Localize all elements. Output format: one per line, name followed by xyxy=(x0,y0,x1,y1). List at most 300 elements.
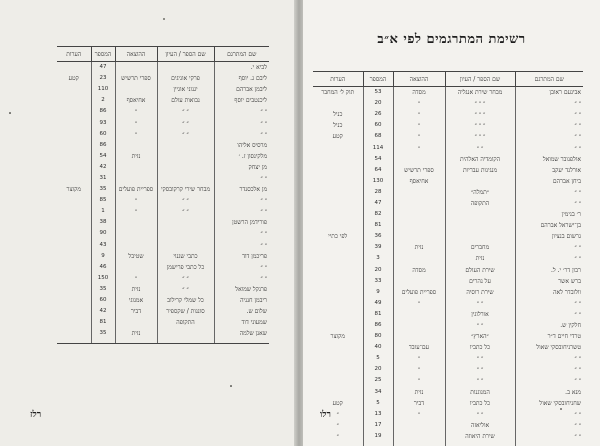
header-number: המספר xyxy=(363,72,393,87)
cell-notes xyxy=(57,117,91,128)
cell-notes xyxy=(57,173,91,184)
table-row xyxy=(57,217,269,228)
rule-cell xyxy=(157,339,214,344)
cell-name: פורידמן הרשטן xyxy=(214,217,269,228)
cell-publisher xyxy=(115,140,157,151)
table-row xyxy=(57,106,269,117)
cell-publisher: נזית xyxy=(115,328,157,339)
cell-notes xyxy=(313,387,363,398)
cell-number: 68 xyxy=(363,131,393,142)
cell-name: מנא ב. xyxy=(515,387,583,398)
cell-name: ״ ״ xyxy=(214,228,269,239)
cell-number: 3 xyxy=(363,253,393,264)
table-row xyxy=(313,420,583,431)
cell-publisher: ״ xyxy=(115,106,157,117)
cell-book: נזית xyxy=(445,253,515,264)
cell-publisher xyxy=(393,309,445,320)
cell-number: 2 xyxy=(91,95,115,106)
cell-publisher xyxy=(115,84,157,95)
cell-name: ריבמן חנניה xyxy=(214,295,269,306)
header-publisher: ההוצאה xyxy=(115,47,157,62)
scan-speck xyxy=(230,385,232,387)
cell-number: 64 xyxy=(363,165,393,176)
cell-notes xyxy=(313,242,363,253)
table-row xyxy=(57,273,269,284)
cell-notes: קטע xyxy=(68,75,79,83)
cell-name: שמעוני דוד xyxy=(214,317,269,328)
cell-notes: תוק ל׳ המחבר xyxy=(321,89,355,97)
cell-notes: קטע xyxy=(332,133,343,141)
cell-book: ״ ״ xyxy=(445,298,515,309)
table-row xyxy=(57,73,269,84)
header-notes: הערות xyxy=(57,47,91,62)
table-row xyxy=(313,109,583,120)
cell-book: מבחר שירת אנגליה xyxy=(445,87,515,99)
cell-notes xyxy=(313,375,363,386)
rule-cell xyxy=(445,442,515,446)
cell-name: פרנקל שמואל xyxy=(214,284,269,295)
cell-publisher: ״ xyxy=(115,195,157,206)
cell-publisher: ״ xyxy=(393,353,445,364)
cell-number: 5 xyxy=(363,353,393,364)
cell-notes xyxy=(313,198,363,209)
cell-name: ״ ״ xyxy=(214,262,269,273)
table-row xyxy=(313,87,583,99)
scan-speck xyxy=(9,112,11,114)
cell-name: ״ ״ xyxy=(515,298,583,309)
cell-name: ״ ״ xyxy=(214,129,269,140)
cell-notes xyxy=(313,309,363,320)
cell-name: מלקינסון ז. ׳ xyxy=(214,151,269,162)
table-row xyxy=(313,298,583,309)
cell-book xyxy=(445,220,515,231)
cell-number: 42 xyxy=(91,162,115,173)
cell-book: מבחר שירי קרקובסקי xyxy=(157,184,214,195)
header-publisher: ההוצאה xyxy=(393,72,445,87)
cell-publisher: ״ xyxy=(115,129,157,140)
table-row xyxy=(313,342,583,353)
cell-publisher: דביר xyxy=(115,306,157,317)
table-row xyxy=(313,187,583,198)
cell-name: ״ ״ xyxy=(515,198,583,209)
cell-notes: ״ xyxy=(336,421,339,429)
cell-book: מנגינות עבריות xyxy=(445,165,515,176)
cell-book: ״ ״ xyxy=(157,273,214,284)
cell-number: 60 xyxy=(91,129,115,140)
cell-name: גרשום בנציון xyxy=(515,231,583,242)
cell-notes: מקוצר xyxy=(66,186,81,194)
table-row xyxy=(57,151,269,162)
cell-publisher xyxy=(115,240,157,251)
cell-name: ״ ״ xyxy=(214,173,269,184)
cell-publisher: שטיבל xyxy=(115,251,157,262)
cell-name: טשרניחובסקי שאול xyxy=(515,342,583,353)
cell-number: 35 xyxy=(91,284,115,295)
table-row xyxy=(313,198,583,209)
cell-name: שחניחובסקי שאול xyxy=(515,398,583,409)
cell-notes xyxy=(57,206,91,217)
cell-number: 36 xyxy=(363,231,393,242)
cell-publisher xyxy=(115,228,157,239)
cell-name: שאנן שלמה xyxy=(214,328,269,339)
cell-name: ״ ״ xyxy=(515,420,583,431)
cell-number: 49 xyxy=(363,298,393,309)
cell-number: 150 xyxy=(91,273,115,284)
table-row xyxy=(313,353,583,364)
cell-number: 46 xyxy=(91,262,115,273)
cell-name: ״ ״ xyxy=(515,98,583,109)
cell-name: ״ ״ xyxy=(214,195,269,206)
cell-notes xyxy=(57,317,91,328)
cell-name: ״ ״ xyxy=(515,120,583,131)
cell-publisher xyxy=(393,154,445,165)
cell-publisher xyxy=(393,187,445,198)
cell-book: שירת העולם xyxy=(445,265,515,276)
table-row xyxy=(57,284,269,295)
table-row xyxy=(313,309,583,320)
cell-publisher: ״ xyxy=(393,109,445,120)
cell-name: מרסיס אליהו xyxy=(214,140,269,151)
translators-table-continued xyxy=(57,46,269,344)
right-page xyxy=(303,0,600,446)
cell-number: 26 xyxy=(363,109,393,120)
cell-notes xyxy=(313,176,363,187)
table-row xyxy=(313,154,583,165)
cell-number: 1 xyxy=(91,206,115,217)
cell-publisher xyxy=(115,62,157,74)
page-number: רלו xyxy=(320,410,331,420)
cell-notes xyxy=(57,195,91,206)
cell-name: ״ ״ xyxy=(515,431,583,442)
cell-number: 60 xyxy=(91,295,115,306)
cell-notes xyxy=(57,140,91,151)
cell-book: ״ ״ ״ xyxy=(445,120,515,131)
page-number: רלז xyxy=(30,410,42,420)
cell-notes xyxy=(57,84,91,95)
cell-book: אורלוגין xyxy=(445,309,515,320)
cell-name: ״ ״ xyxy=(515,309,583,320)
cell-book: כל כתביו xyxy=(445,398,515,409)
cell-name: ר׳ בנימין xyxy=(515,209,583,220)
cell-publisher xyxy=(115,173,157,184)
table-row xyxy=(57,117,269,128)
cell-number: 34 xyxy=(363,387,393,398)
page-title: רשימת המתרגמים לפי א״ב xyxy=(377,32,526,47)
cell-notes xyxy=(57,106,91,117)
cell-book: כתבי שגנוי xyxy=(157,251,214,262)
cell-number: 54 xyxy=(363,154,393,165)
table-header-row xyxy=(313,72,583,87)
table-header-row xyxy=(57,47,269,62)
rule-cell xyxy=(91,339,115,344)
table-row xyxy=(57,251,269,262)
cell-publisher xyxy=(393,198,445,209)
table-row xyxy=(313,142,583,153)
cell-publisher: נזית xyxy=(393,387,445,398)
cell-name: חלקין ש. xyxy=(515,320,583,331)
table-row xyxy=(57,140,269,151)
rule-cell xyxy=(214,339,269,344)
cell-book xyxy=(157,217,214,228)
cell-name: ליבמן אברהם xyxy=(214,84,269,95)
cell-name: מן יצחק xyxy=(214,162,269,173)
cell-publisher: ספריית פועלים xyxy=(115,184,157,195)
cell-book: ״ ״ xyxy=(445,320,515,331)
cell-publisher xyxy=(115,217,157,228)
table-row xyxy=(57,240,269,251)
cell-number: 81 xyxy=(363,309,393,320)
cell-book: ״ ״ xyxy=(157,284,214,295)
cell-name: ״ ״ xyxy=(214,206,269,217)
cell-notes xyxy=(57,251,91,262)
cell-notes xyxy=(57,240,91,251)
cell-book: המנוגנות xyxy=(445,387,515,398)
cell-name: ״ ״ xyxy=(214,240,269,251)
cell-publisher xyxy=(393,220,445,231)
table-row xyxy=(313,387,583,398)
cell-name: ״ ״ xyxy=(515,253,583,264)
table-row xyxy=(313,176,583,187)
cell-notes: ״ xyxy=(336,432,339,440)
cell-notes xyxy=(313,320,363,331)
cell-notes xyxy=(57,129,91,140)
cell-notes xyxy=(313,265,363,276)
cell-number: 20 xyxy=(363,265,393,276)
table-row xyxy=(313,253,583,264)
cell-number: 81 xyxy=(91,317,115,328)
cell-notes: קטע xyxy=(332,399,343,407)
cell-notes: לפי כתיי xyxy=(328,233,348,241)
cell-publisher xyxy=(393,431,445,442)
cell-name: שלום ש. xyxy=(214,306,269,317)
cell-publisher: דביר xyxy=(393,398,445,409)
cell-publisher xyxy=(393,253,445,264)
cell-book: ״ ״ xyxy=(157,206,214,217)
cell-notes xyxy=(57,95,91,106)
cell-number: 25 xyxy=(363,375,393,386)
cell-number: 86 xyxy=(363,320,393,331)
cell-book: נבואות עולם xyxy=(157,95,214,106)
cell-name: פריכמן דוד xyxy=(214,251,269,262)
cell-publisher xyxy=(393,331,445,342)
cell-publisher: אחיאסף xyxy=(115,95,157,106)
table-row xyxy=(57,84,269,95)
cell-name: ״ ״ xyxy=(515,364,583,375)
cell-publisher xyxy=(393,420,445,431)
header-book: שם הספר / העיון xyxy=(157,47,214,62)
cell-name: טרדי חיים ד״ר xyxy=(515,331,583,342)
cell-publisher xyxy=(115,162,157,173)
table-row xyxy=(313,98,583,109)
table-row xyxy=(57,306,269,317)
cell-name: ״ ״ xyxy=(515,409,583,420)
cell-name: ביחן אברהם xyxy=(515,176,583,187)
cell-book: ״ ״ ״ xyxy=(445,98,515,109)
cell-number: 33 xyxy=(363,276,393,287)
cell-number: 110 xyxy=(91,84,115,95)
cell-number: 28 xyxy=(363,187,393,198)
cell-book: הקומדיה האלהית xyxy=(445,154,515,165)
cell-publisher: ספריית פועלים xyxy=(393,287,445,298)
cell-publisher: מסדה xyxy=(393,87,445,99)
table-row xyxy=(313,375,583,386)
cell-publisher: ״ xyxy=(115,117,157,128)
cell-number: 19 xyxy=(363,431,393,442)
cell-name: בן־ישראל אברהם xyxy=(515,220,583,231)
cell-name: ״ ״ xyxy=(515,187,583,198)
cell-publisher xyxy=(393,209,445,220)
cell-number: 54 xyxy=(91,151,115,162)
cell-notes xyxy=(313,220,363,231)
cell-publisher: נזית xyxy=(393,242,445,253)
cell-notes: ״ xyxy=(336,410,339,418)
header-notes: הערות xyxy=(313,72,363,87)
table-row xyxy=(313,276,583,287)
table-row xyxy=(313,320,583,331)
table-row xyxy=(57,62,269,74)
cell-number: 93 xyxy=(91,117,115,128)
cell-number: 35 xyxy=(91,184,115,195)
cell-notes xyxy=(313,353,363,364)
cell-notes xyxy=(57,328,91,339)
cell-number: 38 xyxy=(91,217,115,228)
table-bottom-rule xyxy=(57,339,269,344)
cell-publisher: ״ xyxy=(393,98,445,109)
cell-name: ליבם ג. יוסף xyxy=(214,73,269,84)
cell-publisher: ״ xyxy=(393,131,445,142)
table-row xyxy=(57,228,269,239)
table-row xyxy=(57,162,269,173)
table-row xyxy=(57,262,269,273)
cell-publisher xyxy=(393,320,445,331)
cell-book: על נהרים xyxy=(445,276,515,287)
cell-number: 20 xyxy=(363,364,393,375)
cell-book: סוננות / שקספיר xyxy=(157,306,214,317)
cell-notes: כניל xyxy=(333,111,343,119)
cell-notes xyxy=(313,165,363,176)
cell-book: התקופה xyxy=(445,198,515,209)
table-row xyxy=(57,195,269,206)
cell-book: כל כתבי פרישמן xyxy=(157,262,214,273)
table-row xyxy=(313,409,583,420)
cell-number: 20 xyxy=(363,98,393,109)
table-row xyxy=(313,287,583,298)
table-row xyxy=(57,184,269,195)
cell-book xyxy=(157,173,214,184)
cell-number: 17 xyxy=(363,420,393,431)
cell-publisher: ספרי תרשיש xyxy=(115,73,157,84)
cell-notes xyxy=(57,228,91,239)
table-row xyxy=(313,242,583,253)
table-row xyxy=(57,328,269,339)
header-name: שם המתרגם xyxy=(515,72,583,87)
cell-notes xyxy=(57,217,91,228)
rule-cell xyxy=(57,339,91,344)
cell-book: כל כתביו xyxy=(445,342,515,353)
cell-notes xyxy=(57,306,91,317)
cell-name: ליכנטבים יוסף xyxy=(214,95,269,106)
cell-notes xyxy=(313,253,363,264)
cell-book: ״ ״ xyxy=(157,117,214,128)
cell-name: מן אלכסנדר xyxy=(214,184,269,195)
header-book: שם הספר / העיון xyxy=(445,72,515,87)
cell-book xyxy=(157,151,214,162)
cell-publisher: מסדה xyxy=(393,265,445,276)
cell-name: אולפנובר שמואל xyxy=(515,154,583,165)
rule-cell xyxy=(515,442,583,446)
cell-number: 130 xyxy=(363,176,393,187)
cell-book xyxy=(445,231,515,242)
cell-name: ״ ״ xyxy=(515,242,583,253)
table-row xyxy=(57,173,269,184)
cell-notes xyxy=(313,276,363,287)
cell-book: כל שמלי קרילוב xyxy=(157,295,214,306)
table-row xyxy=(57,129,269,140)
cell-notes xyxy=(57,162,91,173)
table-row xyxy=(313,431,583,442)
cell-notes xyxy=(313,364,363,375)
cell-book xyxy=(157,228,214,239)
cell-number: 42 xyxy=(91,306,115,317)
cell-publisher: ספרי תרשיש xyxy=(393,165,445,176)
cell-notes xyxy=(313,287,363,298)
table-row xyxy=(57,317,269,328)
cell-notes xyxy=(57,62,91,74)
cell-book: ״ ״ xyxy=(157,129,214,140)
cell-name: ״ ״ xyxy=(214,117,269,128)
cell-notes: מקוצר xyxy=(330,333,345,341)
cell-publisher xyxy=(115,317,157,328)
table-bottom-rule xyxy=(313,442,583,446)
cell-notes xyxy=(57,295,91,306)
cell-book: ״תמלה״ xyxy=(445,187,515,198)
cell-book xyxy=(157,328,214,339)
cell-name: ״ ״ xyxy=(515,375,583,386)
cell-notes xyxy=(313,209,363,220)
cell-publisher: ״ xyxy=(393,364,445,375)
rule-cell xyxy=(115,339,157,344)
cell-number: 35 xyxy=(91,328,115,339)
cell-number: 81 xyxy=(363,220,393,231)
table-row xyxy=(57,295,269,306)
cell-number: 40 xyxy=(363,342,393,353)
rule-cell xyxy=(363,442,393,446)
header-number: המספר xyxy=(91,47,115,62)
cell-publisher: עם־עובד xyxy=(393,342,445,353)
cell-number: 43 xyxy=(91,240,115,251)
cell-number: 86 xyxy=(91,106,115,117)
cell-book: אוליאזה xyxy=(445,420,515,431)
cell-name: אבינעם ראובן xyxy=(515,87,583,99)
cell-number: 90 xyxy=(91,228,115,239)
cell-book: ״ ״ ״ xyxy=(445,109,515,120)
cell-name: וולובדר לאה xyxy=(515,287,583,298)
cell-notes: כניל xyxy=(333,122,343,130)
cell-book xyxy=(445,176,515,187)
cell-book: ״ ״ xyxy=(157,195,214,206)
cell-book: פרקי אוניגים xyxy=(157,73,214,84)
table-row xyxy=(313,265,583,276)
cell-name: ״ ״ xyxy=(515,142,583,153)
cell-book xyxy=(157,162,214,173)
cell-publisher: נזית xyxy=(115,284,157,295)
cell-book: ״ ״ xyxy=(445,409,515,420)
scan-speck xyxy=(163,18,165,20)
cell-name: ״ ״ xyxy=(515,353,583,364)
translators-table xyxy=(313,71,583,446)
cell-number: 47 xyxy=(363,198,393,209)
cell-book: ״הארץ״ xyxy=(445,331,515,342)
